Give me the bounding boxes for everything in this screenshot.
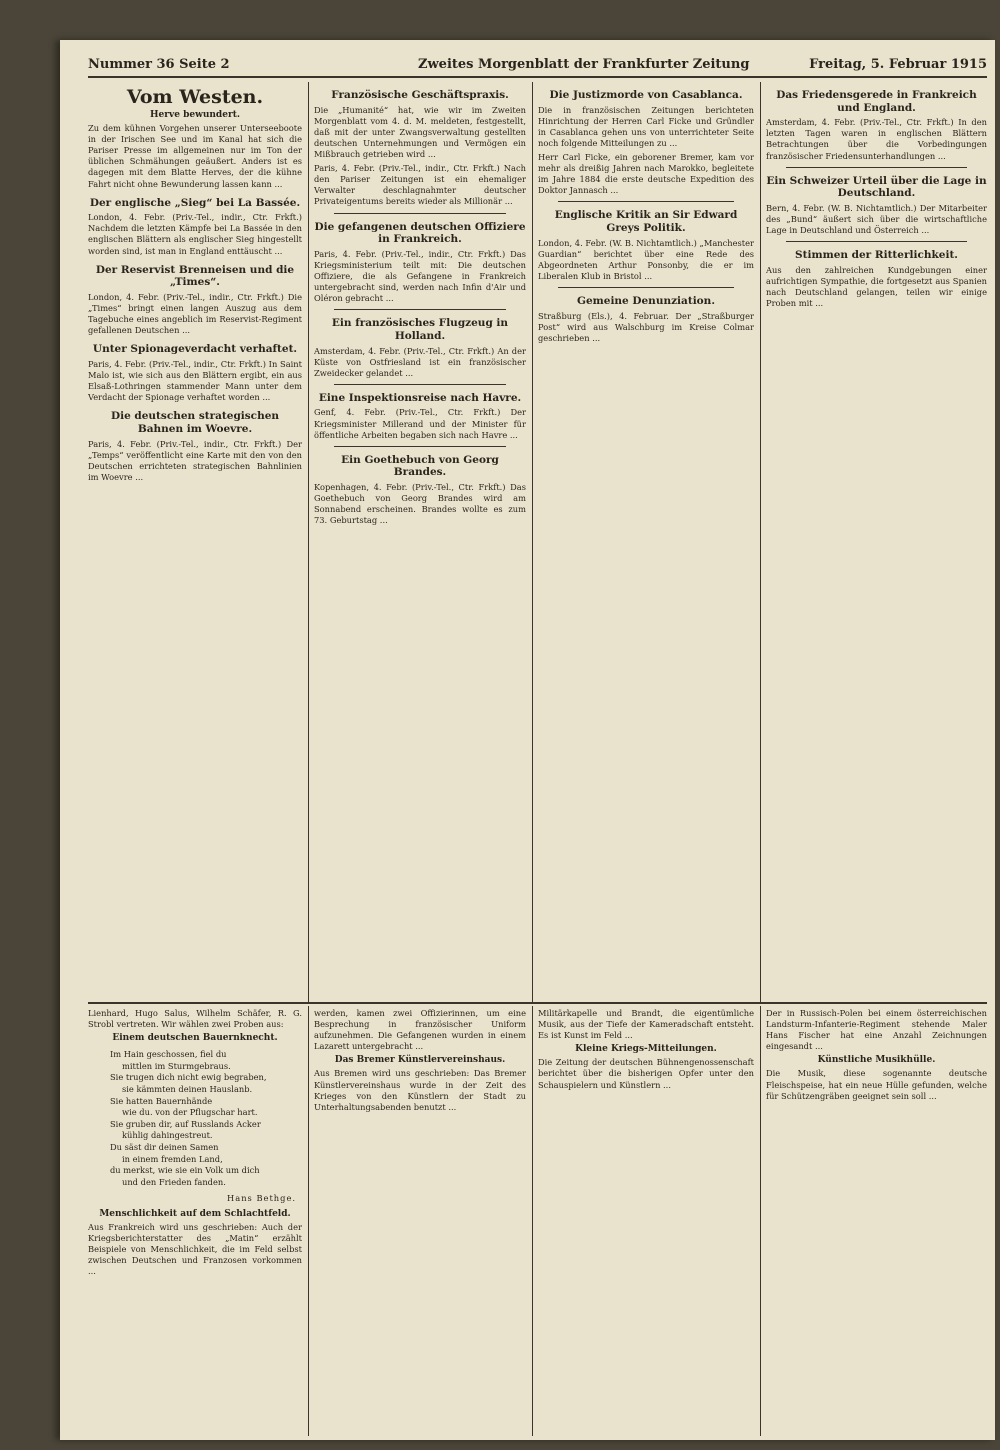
divider bbox=[558, 201, 734, 202]
article-headline: Englische Kritik an Sir Edward Greys Politik. bbox=[554, 209, 738, 235]
poem-line: Sie hatten Bauernhände bbox=[110, 1095, 213, 1106]
article-headline: Ein französisches Flugzeug in Holland. bbox=[331, 317, 509, 342]
poem-line: du merkst, wie sie ein Volk um dich bbox=[110, 1165, 260, 1176]
article-text: London, 4. Febr. (Priv.-Tel., indir., Ctr. Frkft.) Nachdem die letzten Kämpfe bei La Bassée in den englischen Blättern als englischer Sieg hingestellt worden sind, ist man in England enttäuscht ... bbox=[88, 212, 302, 256]
article-headline: Die gefangenen deutschen Offiziere in Frankreich. bbox=[314, 220, 526, 246]
article-text: Aus den zahlreichen Kundgebungen einer aufrichtigen Sympathie, die fortgesetzt aus Spanien nach Deutschland gelangen, teilen wir einige Proben mit ... bbox=[766, 264, 987, 309]
poem-line: in einem fremden Land, bbox=[122, 1153, 223, 1164]
article-headline: Die deutschen strategischen Bahnen im Woevre. bbox=[110, 410, 280, 435]
feuilleton-column-3 bbox=[538, 1008, 754, 1436]
article-headline: Französische Geschäftspraxis. bbox=[331, 89, 509, 101]
article-text: Die Zeitung der deutschen Bühnengenossenschaft berichtet über die bisherigen Opfer unter den Schauspielern und Künstlern ... bbox=[538, 1057, 754, 1090]
article-text: Zu dem kühnen Vorgehen unserer Unterseeboote in der Irischen See und im Kanal hat sich die Pariser Presse im allgemeinen nur im Ton der üblichen Schmähungen geäußert. Anders ist es dagegen mit dem Blatte Herves, der die kühne Fahrt nicht ohne Bewunderung lassen kann ... bbox=[88, 123, 302, 189]
column-rule bbox=[308, 1006, 309, 1436]
divider bbox=[334, 213, 506, 214]
column-rule bbox=[532, 82, 533, 1002]
poem-line: und den Frieden fanden. bbox=[122, 1176, 226, 1187]
article-text: Lienhard, Hugo Salus, Wilhelm Schäfer, R. G. Strobl vertreten. Wir wählen zwei Proben aus: bbox=[88, 1008, 302, 1030]
divider bbox=[334, 309, 506, 310]
article-headline: Der englische „Sieg“ bei La Bassée. bbox=[89, 196, 301, 209]
issue-date: Freitag, 5. Februar 1915 bbox=[809, 57, 987, 72]
article-text: Paris, 4. Febr. (Priv.-Tel., indir., Ctr. Frkft.) Der „Temps“ veröffentlicht eine Karte mit den von den Deutschen errichteten strategischen Bahnlinien im Woevre ... bbox=[88, 438, 302, 482]
divider bbox=[558, 287, 734, 288]
newspaper-name: Zweites Morgenblatt der Frankfurter Zeitung bbox=[418, 57, 750, 72]
article-text: werden, kamen zwei Offizierinnen, um eine Besprechung in französischer Uniform aufzunehmen. Die Gefangenen wurden in einem Lazarett untergebracht ... bbox=[314, 1008, 526, 1052]
article-headline: Eine Inspektionsreise nach Havre. bbox=[318, 391, 522, 404]
poem-line: wie du. von der Pflugschar hart. bbox=[122, 1107, 258, 1118]
poem bbox=[110, 1049, 302, 1188]
article-text: Die „Humanité“ hat, wie wir im Zweiten Morgenblatt vom 4. d. M. meldeten, festgestellt, daß mit der unter Zwangsverwaltung gestellten deutschen Unternehmungen und Vermögen ein Mißbrauch getrieben wird ... bbox=[314, 104, 526, 160]
article-text: Genf, 4. Febr. (Priv.-Tel., Ctr. Frkft.) Der Kriegsminister Millerand und der Minister für öffentliche Arbeiten begaben sich nach Havre ... bbox=[314, 407, 526, 440]
article-text: Amsterdam, 4. Febr. (Priv.-Tel., Ctr. Frkft.) An der Küste von Ostfriesland ist ein französischer Zweidecker gelandet ... bbox=[314, 345, 526, 378]
column-4 bbox=[766, 82, 987, 998]
poem-line: kühlig dahingestreut. bbox=[122, 1130, 213, 1141]
column-rule bbox=[532, 1006, 533, 1436]
divider bbox=[334, 384, 506, 385]
column-2 bbox=[314, 82, 526, 998]
article-headline: Kleine Kriegs-Mitteilungen. bbox=[575, 1044, 717, 1055]
feuilleton-rule bbox=[88, 1002, 987, 1004]
masthead bbox=[88, 54, 987, 78]
article-headline: Menschlichkeit auf dem Schlachtfeld. bbox=[99, 1208, 291, 1219]
article-text: Paris, 4. Febr. (Priv.-Tel., indir., Ctr. Frkft.) Das Kriegsministerium teilt mit: Die deutschen Offiziere, die als Gefangene in Frankreich untergebracht sind, werden nach Infin d'Air und Oléron gebracht ... bbox=[314, 248, 526, 304]
divider bbox=[334, 446, 506, 447]
poem-author: Hans Bethge. bbox=[227, 1192, 296, 1203]
article-headline: Ein Schweizer Urteil über die Lage in Deutschland. bbox=[766, 174, 987, 200]
section-title: Vom Westen. bbox=[126, 86, 264, 108]
article-text: Straßburg (Els.), 4. Februar. Der „Straßburger Post“ wird aus Walschburg im Kreise Colmar geschrieben ... bbox=[538, 310, 754, 343]
divider bbox=[786, 241, 967, 242]
article-text: Bern, 4. Febr. (W. B. Nichtamtlich.) Der Mitarbeiter des „Bund“ äußert sich über die wirtschaftliche Lage in Deutschland und Österreich ... bbox=[766, 202, 987, 236]
feuilleton-column-2 bbox=[314, 1008, 526, 1436]
article-text: Der in Russisch-Polen bei einem österreichischen Landsturm-Infanterie-Regiment stehende Maler Hans Fischer hat eine Anzahl Zeichnungen eingesandt ... bbox=[766, 1008, 987, 1052]
column-rule bbox=[760, 1006, 761, 1436]
article-subtitle: Herve bewundert. bbox=[150, 110, 240, 120]
article-headline: Der Reservist Brenneisen und die „Times“. bbox=[95, 263, 295, 289]
article-text: London, 4. Febr. (Priv.-Tel., indir., Ctr. Frkft.) Die „Times“ bringt einen langen Auszug aus dem Tagebuche eines angeblich im Reservist-Regiment gefallenen Deutschen ... bbox=[88, 291, 302, 336]
article-text: Paris, 4. Febr. (Priv.-Tel., indir., Ctr. Frkft.) In Saint Malo ist, wie sich aus den Blättern ergibt, ein aus Elsaß-Lothringen stammender Mann unter dem Verdacht der Spionage verhaftet worden ... bbox=[88, 358, 302, 403]
article-headline: Unter Spionageverdacht verhaftet. bbox=[92, 343, 298, 356]
article-text: Herr Carl Ficke, ein geborener Bremer, kam vor mehr als dreißig Jahren nach Marokko, begleitete im Jahre 1884 die erste deutsche Expedition des Doktor Jannasch ... bbox=[538, 152, 754, 196]
divider bbox=[786, 167, 967, 168]
article-text: Militärkapelle und Brandt, die eigentümliche Musik, aus der Tiefe der Kameradschaft entsteht. Es ist Kunst im Feld ... bbox=[538, 1008, 754, 1041]
poem-title: Einem deutschen Bauernknecht. bbox=[112, 1033, 278, 1044]
poem-line: Du säst dir deinen Samen bbox=[110, 1142, 219, 1153]
article-text: Die Musik, diese sogenannte deutsche Fleischspeise, hat ein neue Hülle gefunden, welche für Schützengräben geeignet sein soll ... bbox=[766, 1068, 987, 1101]
article-headline: Die Justizmorde von Casablanca. bbox=[549, 89, 743, 101]
article-text: Aus Frankreich wird uns geschrieben: Auch der Kriegsberichterstatter des „Matin“ erzählt Beispiele von Menschlichkeit, die im Feld selbst zwischen Deutschen und Franzosen vorkommen ... bbox=[88, 1221, 302, 1276]
article-headline: Das Friedensgerede in Frankreich und England. bbox=[776, 89, 977, 114]
feuilleton-column-4 bbox=[766, 1008, 987, 1436]
feuilleton-column-1 bbox=[88, 1008, 302, 1436]
poem-line: Sie trugen dich nicht ewig begraben, bbox=[110, 1072, 267, 1083]
poem-line: Sie gruben dir, auf Russlands Acker bbox=[110, 1118, 261, 1129]
column-3 bbox=[538, 82, 754, 998]
poem-line: sie kämmten deinen Hauslanb. bbox=[122, 1084, 253, 1095]
article-headline: Das Bremer Künstlervereinshaus. bbox=[334, 1055, 506, 1066]
newspaper-page bbox=[60, 40, 995, 1440]
column-rule bbox=[760, 82, 761, 1002]
column-1 bbox=[88, 82, 302, 998]
article-headline: Ein Goethebuch von Georg Brandes. bbox=[341, 453, 499, 479]
article-text: Aus Bremen wird uns geschrieben: Das Bremer Künstlervereinshaus wurde in der Zeit des Krieges von den Künstlern der Stadt zu Unterhaltungsabenden benutzt ... bbox=[314, 1068, 526, 1112]
article-headline: Stimmen der Ritterlichkeit. bbox=[795, 249, 958, 262]
column-rule bbox=[308, 82, 309, 1002]
article-text: London, 4. Febr. (W. B. Nichtamtlich.) „Manchester Guardian“ berichtet über eine Rede des Abgeordneten Arthur Ponsonby, die er im Liberalen Klub in Bristol ... bbox=[538, 237, 754, 281]
poem-line: Im Hain geschossen, fiel du bbox=[110, 1049, 227, 1060]
article-text: Paris, 4. Febr. (Priv.-Tel., indir., Ctr. Frkft.) Nach den Pariser Zeitungen ist ein ehemaliger Verwalter deschlagnahmter deutscher Privateigentums bereits wieder als Millionär ... bbox=[314, 163, 526, 207]
poem-line: mittlen im Sturmgebraus. bbox=[122, 1060, 231, 1071]
article-headline: Künstliche Musikhülle. bbox=[817, 1055, 936, 1066]
article-text: Die in französischen Zeitungen berichteten Hinrichtung der Herren Carl Ficke und Gründler in Casablanca gehen uns von unterrichteter Seite noch folgende Mitteilungen zu ... bbox=[538, 104, 754, 148]
article-text: Amsterdam, 4. Febr. (Priv.-Tel., Ctr. Frkft.) In den letzten Tagen waren in englischen Blättern Betrachtungen über die Vorbedingungen französischer Friedensunterhandlungen ... bbox=[766, 117, 987, 161]
article-text: Kopenhagen, 4. Febr. (Priv.-Tel., Ctr. Frkft.) Das Goethebuch von Georg Brandes wird am Sonnabend erscheinen. Brandes wollte es zum 73. Geburtstag ... bbox=[314, 481, 526, 526]
article-headline: Gemeine Denunziation. bbox=[577, 295, 715, 308]
issue-number: Nummer 36 Seite 2 bbox=[88, 57, 230, 72]
